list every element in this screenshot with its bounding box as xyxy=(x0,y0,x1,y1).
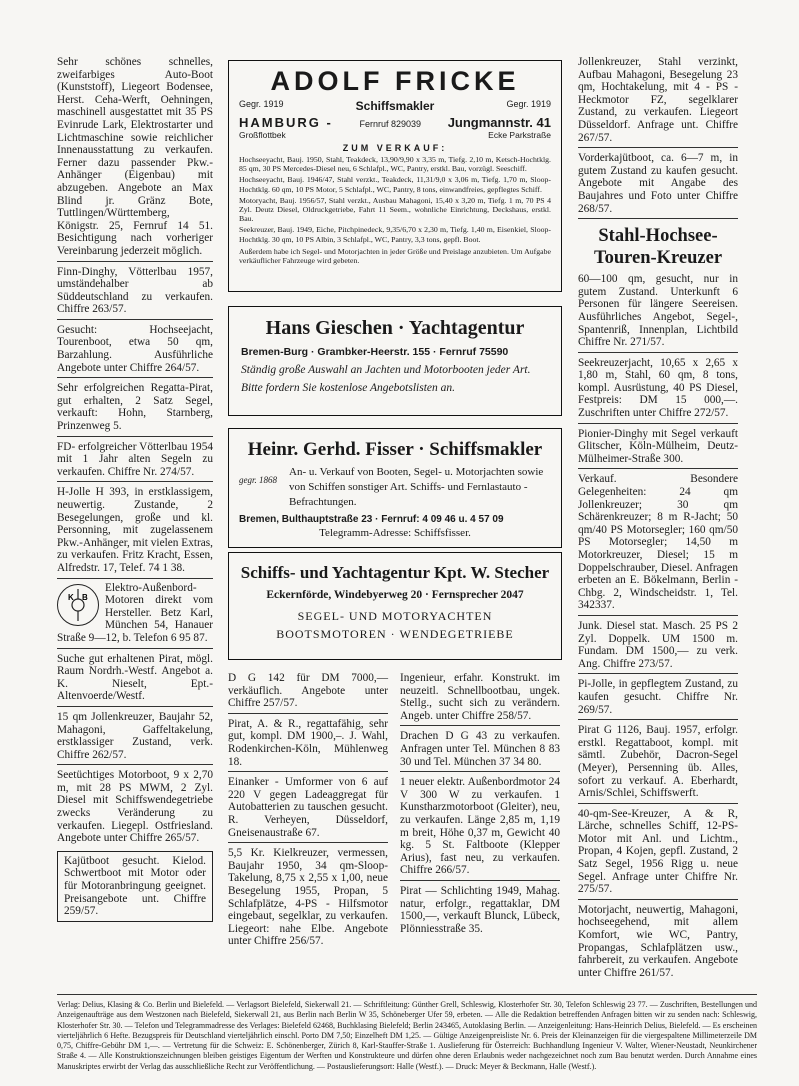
svg-text:B: B xyxy=(82,592,88,602)
founded-left: Gegr. 1919 xyxy=(239,99,284,109)
stecher-address: Eckernförde, Windebyerweg 20 · Fernsprecher 2047 xyxy=(266,589,524,601)
fricke-for-sale: ZUM VERKAUF: xyxy=(342,143,448,153)
fisser-title: Heinr. Gerhd. Fisser · Schiffsmakler xyxy=(247,439,543,460)
fisser-text: An- u. Verkauf von Booten, Segel- u. Motorjachten sowie von Schiffen sonstiger Art. Schiffs- und Fernlastauto - Befrachtungen. xyxy=(289,466,544,508)
footer-divider xyxy=(57,994,757,995)
classified-ad: D G 142 für DM 7000,— verkäuflich. Angebote unter Chiffre 257/57. xyxy=(228,672,388,710)
classified-ad: 60—100 qm, gesucht, nur in gutem Zustand. Unterkunft 6 Personen für längere Seereisen. Ausführliches Angebot, Segel-, Spantenriß, Innenplan, Lichtbild Chiffre Nr. 271/57. xyxy=(578,273,738,349)
classified-ad: Vorderkajütboot, ca. 6—7 m, in gutem Zustand zu kaufen gesucht. Angebote mit Angabe des Baujahres und Foto unter Chiffre 268/57. xyxy=(578,152,738,215)
classified-ad: Junk. Diesel stat. Masch. 25 PS 2 Zyl. Doppelk. UM 1500 m. Fundam. DM 1500,— zu verk. Ang. Chiffre 273/57. xyxy=(578,619,738,670)
kb-logo-icon xyxy=(57,584,99,626)
classified-ad: 1 neuer elektr. Außenbordmotor 24 V 300 W zu verkaufen. 1 Kunstharzmotorboot (Gleiter), neu, zu verkaufen. Länge 2,85 m, 1,19 m breit, Höhe 0,37 m, Gewicht 40 kg. 5 St. Faltboote (Klepper Arius), fast neu, zu verkaufen. Chiffre 266/57. xyxy=(400,776,560,877)
fricke-district: Großflottbek xyxy=(239,130,286,140)
fisser-founded: gegr. 1868 xyxy=(239,475,277,485)
classified-ad: Seetüchtiges Motorboot, 9 x 2,70 m, mit 28 PS MWM, 2 Zyl. Diesel mit Schiffswendegetriebe zwecks Veränderung zu verkaufen. Liegepl. Ostfriesland. Angebote unter Chiffre 265/57. xyxy=(57,769,213,845)
classified-ad: Jollenkreuzer, Stahl verzinkt, Aufbau Mahagoni, Besegelung 23 qm, Hochtakelung, mit 4 - PS - Heckmotor FZ, segelklarer Zustand, zu verkaufen. Liegeort Düsseldorf. Anfrage unt. Chiffre 267/57. xyxy=(578,56,738,144)
gieschen-line1: Ständig große Auswahl an Jachten und Motorbooten jeder Art. xyxy=(241,364,531,376)
left-column xyxy=(57,56,213,925)
fricke-street: Jungmannstr. 41 xyxy=(447,115,551,130)
gieschen-address: Bremen-Burg · Grambker-Heerstr. 155 · Fernruf 75590 xyxy=(241,346,509,358)
gieschen-advert xyxy=(228,306,562,416)
classified-ad: Einanker - Umformer von 6 auf 220 V gegen Ladeaggregat für Autobatterien zu tauschen gesucht. R. Verheyen, Düsseldorf, Gneisenaustraße 67. xyxy=(228,776,388,839)
fisser-telegram: Telegramm-Adresse: Schiffsfisser. xyxy=(319,527,471,539)
stecher-advert xyxy=(228,552,562,660)
classified-ad: Ingenieur, erfahr. Konstrukt. im neuzeitl. Schnellbootbau, ungek. Stellg., sucht sich zu verändern. Angeb. unter Chiffre 258/57. xyxy=(400,672,560,722)
classified-ad: Pi-Jolle, in gepflegtem Zustand, zu kaufen gesucht. Chiffre Nr. 269/57. xyxy=(578,678,738,716)
classified-ad: Drachen D G 43 zu verkaufen. Anfragen unter Tel. München 8 83 30 und Tel. München 37 34 80. xyxy=(400,730,560,768)
middle-left-column xyxy=(228,672,388,951)
classified-ad: Pirat — Schlichting 1949, Mahag. natur, erfolgr., regattaklar, DM 1500,—, verkauft Blunck, Lübeck, Plönniesstraße 35. xyxy=(400,884,560,935)
fricke-phone: Fernruf 829039 xyxy=(359,119,422,129)
stahl-hochsee-heading: Stahl-Hochsee-Touren-Kreuzer xyxy=(593,226,723,269)
classified-ad: Pirat G 1126, Bauj. 1957, erfolgr. erstkl. Regattaboot, kompl. mit sämtl. Zubehör, Dacron-Segel (Meyer), Persenning üb. Alles, sofort zu verkauf. A. Eberhardt, Arnis/Schlei, Schiffswerft. xyxy=(578,724,738,800)
right-column xyxy=(578,56,738,982)
boxed-ad xyxy=(57,851,213,922)
classified-ad: 15 qm Jollenkreuzer, Baujahr 52, Mahagoni, Gaffeltakelung, erstklassiger Zustand, verk. Chiffre 262/57. xyxy=(57,710,213,761)
gieschen-line2: Bitte fordern Sie kostenlose Angebotslisten an. xyxy=(241,382,455,394)
stecher-title: Schiffs- und Yachtagentur Kpt. W. Stecher xyxy=(240,563,550,582)
fricke-item: Hochseeyacht, Bauj. 1950, Stahl, Teakdeck, 13,90/9,90 x 3,35 m, Tiefg. 2,10 m, Ketsch-Hochtklg. 85 qm, 30 PS Mercedes-Diesel neu, 6 Schlafpl., WC, Pantry, erstkl. Bau, vorzügl. Seeschiff. xyxy=(239,155,551,174)
classified-ad: Seekreuzerjacht, 10,65 x 2,65 x 1,80 m, Stahl, 60 qm, 8 tons, kompl. Ausrüstung, 40 PS Diesel, Festpreis: DM 15 000,—. Zuschriften unter Chiffre 272/57. xyxy=(578,356,738,420)
classified-ad: Pionier-Dinghy mit Segel verkauft Glitscher, Köln-Mülheim, Deutz-Mülheimer-Straße 300. xyxy=(578,427,738,465)
classified-ad: Pirat, A. & R., regattafähig, sehr gut, kompl. DM 1900,–. J. Wahl, Rodenkirchen-Köln, Mühlenweg 18. xyxy=(228,717,388,768)
fricke-role: Schiffsmakler xyxy=(355,99,435,113)
fisser-advert xyxy=(228,428,562,548)
classified-ad: Kajütboot gesucht. Kielod. Schwertboot mit Motor oder für Motoranbringung geeignet. Preisangebote unt. Chiffre 259/57. xyxy=(64,854,206,918)
classified-ad: Sehr schönes schnelles, zweifarbiges Auto-Boot (Kunststoff), Liegeort Bodensee, Herst. Ceha-Werft, Oehningen, maschinell ausgestattet mit 35 PS Evinrude Lark, Elektrostarter und Lichtmaschine sowie reichlicher Innenausstattung zu verkaufen. Ferner dazu passender Pkw.-Anhänger (Eigenbau) mit abzugeben. Angebote an Max Blind jr. Gränz Bote, Tuttlingen/Württemberg, Königstr. 25, Fernruf 14 51. Besichtigung nach vorheriger Vereinbarung jederzeit möglich. xyxy=(57,56,213,257)
fricke-name: ADOLF FRICKE xyxy=(270,66,520,96)
fricke-item: Motoryacht, Bauj. 1956/57, Stahl verzkt., Ausbau Mahagoni, 15,40 x 3,20 m, Tiefg. 1 m, 70 PS 4 Zyl. Deutz Diesel, Oldruckgetriebe, Fahrt 11 Seem., wohnliche Einrichtung, Deckshaus, erstkl. Bau. xyxy=(239,195,551,224)
classified-ad: Sehr erfolgreichen Regatta-Pirat, gut erhalten, 2 Satz Segel, verkauft: Hohn, Starnberg, Prinzenweg 5. xyxy=(57,382,213,433)
fricke-item: Hochseeyacht, Bauj. 1946/47, Stahl verzkt., Teakdeck, 11,31/9,0 x 3,06 m, Tiefg. 1,70 m, Sloop-Hochtklg. 60 qm, 10 PS Motor, 5 Schlafpl., WC, Pantry, 8 tons, einwandfreies, gepflegtes Schiff. xyxy=(239,175,551,194)
fricke-note: Außerdem habe ich Segel- und Motorjachten in jeder Größe und Preislage anzubieten. Um Aufgabe verkäuflicher Fahrzeuge wird gebeten. xyxy=(239,246,551,266)
stecher-line1: SEGEL- UND MOTORYACHTEN xyxy=(297,609,493,623)
fricke-item: Seekreuzer, Bauj. 1949, Eiche, Pitchpinedeck, 9,35/6,70 x 2,30 m, Tiefg. 1,40 m, Eisenkiel, Sloop-Hochtklg. 30 qm, 10 PS Albin, 3 Schlafpl., WC, Pantry, 3,3 tons, gepfl. Boot. xyxy=(239,225,551,244)
fisser-address: Bremen, Bulthauptstraße 23 · Fernruf: 4 09 46 u. 4 57 09 xyxy=(239,514,504,525)
founded-right: Gegr. 1919 xyxy=(506,99,551,109)
svg-text:K: K xyxy=(68,592,74,602)
classified-ad: 40-qm-See-Kreuzer, A & R, Lärche, schnelles Schiff, 12-PS-Motor mit Anl. und Lichtm., Propan, 4 Kojen, gepfl. Zustand, 2 Satz Segel, 1956 Rigg u. neue Segel. Anfrage unter Chiffre Nr. 275/57. xyxy=(578,807,738,896)
classified-ad: Motorjacht, neuwertig, Mahagoni, hochseegehend, mit allem Komfort, wie WC, Pantry, Propangas, Schlafplätzen usw., fahrbereit, zu verkaufen. Angebote unter Chiffre 261/57. xyxy=(578,903,738,979)
middle-right-column xyxy=(400,672,560,938)
publisher-footer: Verlag: Delius, Klasing & Co. Berlin und Bielefeld. — Verlagsort Bielefeld, Siekerwall 21. — Schriftleitung: Günther Grell, Schleswig, Klosterhofer Str. 30, Telefon Schleswig 23 77. — Zuschriften, Bestellungen und Anzeigenaufträge aus dem Westzonen nach Bielefeld, Siekerwall 21, aus Berlin nach Berlin W 35, Schöneberger Ufer 59, erbeten. — Alle die Redaktion betreffenden Anfragen bitten wir zu senden nach: Schleswig, Klosterhofer Str. 30. — Telefon und Telegrammadresse des Verlages: Bielefeld 62468, Buchklasing Bielefeld; Berlin 243465, Autoklasing Berlin. — Anzeigenleitung: Hans-Heinrich Delius, Bielefeld. — Es erscheinen vierteljährlich 6 Hefte. Bezugspreis für Deutschland vierteljährlich einschl. Porto DM 7,50; Einzelheft DM 1,25. — Gültige Anzeigenpreisliste Nr. 6. Preis der Kleinanzeigen für die viergespaltene Millimeterzeile DM 0,75, Chiffre-Gebühr DM 1,—. — Vertretung für die Schweiz: E. Schönenberger, Zürich 8, Karl-Stauffer-Straße 1. Auslieferung für Österreich: Buchhandlung Ingenieur V. Walter, Wiener-Neustadt, Neunkirchener Straße 4. — Alle Konstruktionszeichnungen bleiben geistiges Eigentum der Werften und Konstrukteure und dürfen ohne deren Erlaubnis weder nachgezeichnet noch zum Bau benutzt werden. Durch Annahme eines Manuskriptes erwirbt der Verlag das ausschließliche Recht zur Veröffentlichung. — Postauslieferungsort: Halle (Westf.). — Druck: Meyer & Beckmann, Halle (Westf.). xyxy=(57,1000,757,1071)
gieschen-title: Hans Gieschen · Yachtagentur xyxy=(265,317,525,339)
classified-ad: Elektro-Außenbord-Motoren direkt vom Hersteller. Betz Karl, München 54, Hanauer Straße 9—12, b. Telefon 6 95 87. xyxy=(57,581,213,644)
fricke-corner: Ecke Parkstraße xyxy=(488,130,551,140)
fricke-city: HAMBURG - xyxy=(239,115,333,130)
classified-ad: Gesucht: Hochseejacht, Tourenboot, etwa 50 qm, Barzahlung. Ausführliche Angebote unter Chiffre 264/57. xyxy=(57,323,213,374)
fricke-advert xyxy=(228,60,562,292)
stecher-line2: BOOTSMOTOREN · WENDEGETRIEBE xyxy=(276,627,514,641)
classified-ad: H-Jolle H 393, in erstklassigem, neuwertig. Zustande, 2 Besegelungen, große und kl. Personning, mit zugelassenem Pkw.-Anhänger, mit vielen Extras, zu verkaufen. Fritz Kracht, Essen, Alfredstr. 17, Telef. 74 1 38. xyxy=(57,486,213,574)
classified-ad: FD- erfolgreicher Vötterlbau 1954 mit 1 Jahr alten Segeln zu verkaufen. Chiffre Nr. 274/57. xyxy=(57,440,213,478)
classified-ad: 5,5 Kr. Kielkreuzer, vermessen, Baujahr 1950, 34 qm-Sloop-Takelung, 8,75 x 2,55 x 1,00, neue Besegelung 1955, Propan, 5 Schlafplätze, 4-PS - Hilfsmotor eingebaut, segelklar, zu verkaufen. Liegeort: nahe Elbe. Angebote unter Chiffre 256/57. xyxy=(228,847,388,948)
classified-ad: Suche gut erhaltenen Pirat, mögl. Raum Nordrh.-Westf. Angebot a. K. Nieselt, Ept.-Altenvoerde/Westf. xyxy=(57,652,213,703)
classified-ad: Verkauf. Besondere Gelegenheiten: 24 qm Jollenkreuzer; 30 qm Schärenkreuzer; 8 m R-Jacht; 50 qm/40 PS Motorsegler; 160 qm/50 PS Motorsegler; 14,50 m Motorkreuzer, Diesel; 15 m Doppelschrauber, Diesel. Anfragen erbeten an E. Bökelmann, Berlin - Chbg. 2, Windscheidstr. 1, Tel. 342337. xyxy=(578,473,738,612)
elektro-ad xyxy=(57,579,213,648)
classified-ad: Finn-Dinghy, Vötterlbau 1957, umständehalber ab Süddeutschland zu verkaufen. Chiffre 263/57. xyxy=(57,265,213,316)
